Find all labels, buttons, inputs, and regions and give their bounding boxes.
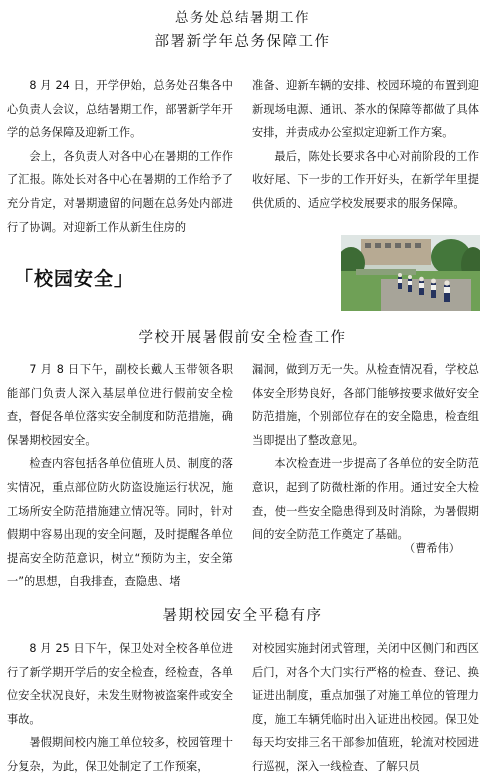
article2-left-column [7,358,233,594]
article3-paragraph: 暑假期间校内施工单位较多，校园管理十分复杂，为此，保卫处制定了工作预案， [7,736,233,773]
article3-right-column [252,637,479,779]
article3-paragraph: 8 月 25 日下午，保卫处对全校各单位进行了新学期开学后的安全检查，经检查，各单位安全状况良好，未发生财物被盗案件或安全事故。 [7,642,233,726]
article1-title-line2: 部署新学年总务保障工作 [154,34,331,50]
article2-right-column [252,358,479,547]
article3-paragraph: 对校园实施封闭式管理，关闭中区侧门和西区后门，对各个大门实行严格的检查、登记、换证进出制度，重点加强了对施工单位的管理力度，施工车辆凭临时出入证进出校园。保卫处每天均安排三名干部参加值班，轮流对校园进行巡视，深入一线检查、了解只员 [252,642,479,773]
campus-patrol-photo [341,235,480,311]
article1-left-column [7,74,233,239]
article1-paragraph: 最后，陈处长要求各中心对前阶段的工作收好尾、下一步的工作开好头，在新学年里提供优质的、适应学校发展要求的服务保障。 [252,149,479,210]
article1-paragraph: 8 月 24 日，开学伊始，总务处召集各中心负责人会议，总结暑期工作，部署新学年开学的总务保障及迎新工作。 [7,79,233,140]
section-label-campus-safety: 「校园安全」 [14,268,135,290]
article2-paragraph: 7 月 8 日下午，副校长戴人玉带领各职能部门负责人深入基层单位进行假前安全检查，督促各单位落实安全制度和防范措施，确保暑期校园安全。 [7,363,233,447]
article2-author: （曹希伟） [404,542,460,555]
article3-left-column [7,637,233,779]
article2-paragraph: 检查内容包括各单位值班人员、制度的落实情况，重点部位防火防盗设施运行状况，施工场所安全防范措施建立情况等。同时，针对假期中容易出现的安全问题，及时提醒各单位提高安全防范意识，树立“预防为主，安全第一”的思想，自我排查，查隐患、堵 [7,457,233,589]
article2-paragraph: 漏洞，做到万无一失。从检查情况看，学校总体安全形势良好，各部门能够按要求做好安全防范措施，个别部位存在的安全隐患，检查组当即提出了整改意见。 [252,363,479,447]
article2-paragraph: 本次检查进一步提高了各单位的安全防范意识，起到了防微杜渐的作用。通过安全大检查，使一些安全隐患得到及时消除，为暑假期间的安全防范工作奠定了基础。 [252,457,479,542]
article2-title: 学校开展暑假前安全检查工作 [138,330,347,346]
article3-title: 暑期校园安全平稳有序 [162,608,323,624]
article1-paragraph: 会上，各负责人对各中心在暑期的工作作了汇报。陈处长对各中心在暑期的工作给予了充分肯定，对暑期遗留的问题在总务处内部进行了协调。对迎新工作从新生住房的 [7,149,233,234]
article1-title-line1: 总务处总结暑期工作 [175,10,310,26]
article1-paragraph: 准备、迎新车辆的安排、校园环境的布置到迎新现场电源、通讯、茶水的保障等都做了具体安排，并责成办公室拟定迎新工作方案。 [252,79,479,140]
article1-right-column [252,74,479,216]
